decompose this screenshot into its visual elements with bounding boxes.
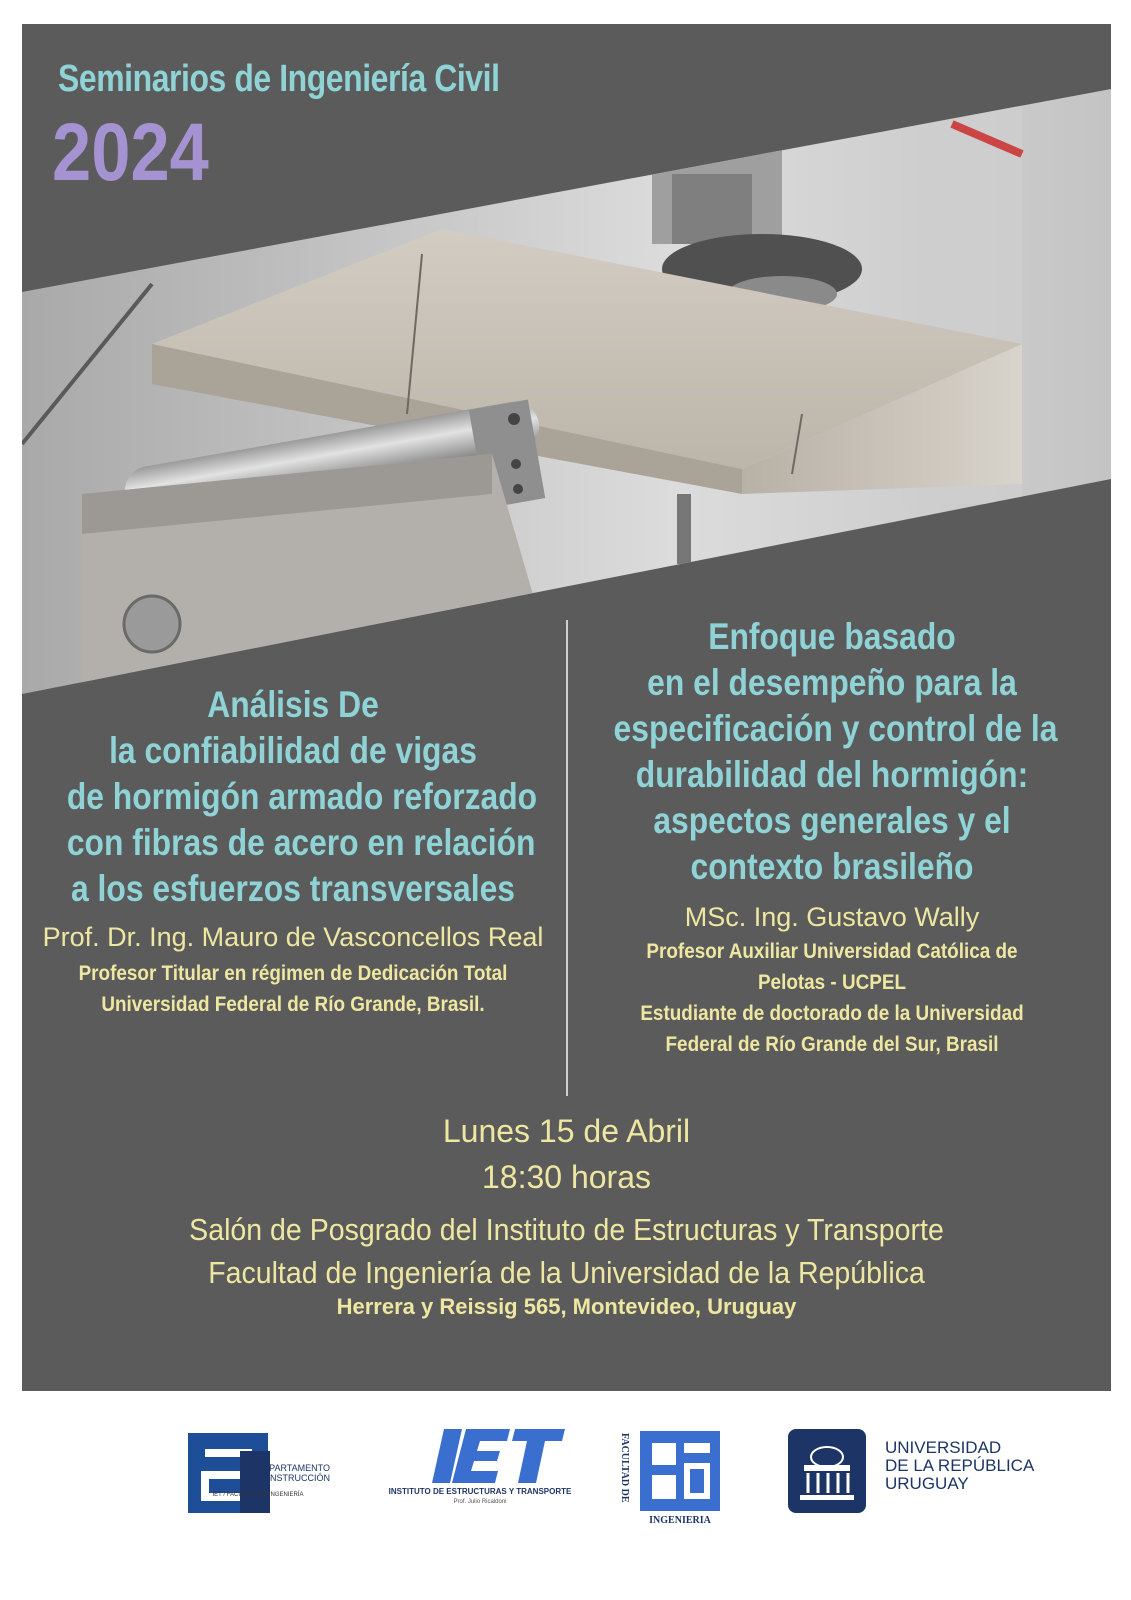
affiliation-line: Federal de Río Grande del Sur, Brasil <box>665 1033 999 1056</box>
speaker-affiliation <box>578 936 1086 1060</box>
series-title: Seminarios de Ingeniería Civil <box>58 58 500 100</box>
talk-title-line: aspectos generales y el <box>653 800 1011 841</box>
affiliation-line: Profesor Titular en régimen de Dedicación Total <box>78 962 508 985</box>
talk-title-line: con fibras de acero en relación <box>66 822 536 863</box>
udelar-logo <box>788 1429 1035 1513</box>
talk-title-line: Análisis De <box>207 684 379 725</box>
dc-line1: DEPARTAMENTO <box>256 1463 330 1473</box>
talk-title <box>30 682 556 912</box>
event-date: Lunes 15 de Abril <box>442 1113 691 1149</box>
event-venue <box>22 1208 1111 1294</box>
dc-line3: IET / FACULTAD DE INGENIERÍA <box>212 1492 304 1498</box>
iet-logo <box>389 1429 572 1505</box>
event-time: 18:30 horas <box>481 1159 651 1195</box>
venue-line: Facultad de Ingeniería de la Universidad de la República <box>208 1255 925 1290</box>
venue-line: Salón de Posgrado del Instituto de Estructuras y Transporte <box>189 1212 944 1247</box>
facultad-ingenieria-logo <box>619 1431 720 1526</box>
fing-bottom-text: INGENIERIA <box>649 1515 711 1526</box>
logo-strip <box>0 1391 1131 1600</box>
column-divider <box>566 620 568 1096</box>
affiliation-line: Universidad Federal de Río Grande, Brasil. <box>101 993 485 1016</box>
affiliation-line: Pelotas - UCPEL <box>757 971 907 994</box>
talk-title-line: en el desempeño para la <box>647 662 1017 703</box>
dc-line2: DE CONSTRUCCIÓN <box>241 1473 330 1483</box>
talk-title-line: Enfoque basado <box>708 616 956 657</box>
poster-panel <box>22 24 1111 1391</box>
affiliation-line: Estudiante de doctorado de la Universidad <box>640 1002 1024 1025</box>
affiliation-line: Profesor Auxiliar Universidad Católica de <box>646 940 1018 963</box>
event-address: Herrera y Reissig 565, Montevideo, Uruguay <box>336 1294 797 1319</box>
speaker-name: MSc. Ing. Gustavo Wally <box>684 902 980 932</box>
departamento-construccion-logo <box>188 1433 330 1513</box>
talk-title-line: la confiabilidad de vigas <box>109 730 477 771</box>
talk-left <box>30 682 556 1020</box>
talk-title-line: durabilidad del hormigón: <box>635 754 1029 795</box>
iet-sub: Prof. Julio Ricaldoni <box>453 1499 507 1505</box>
iet-caption: INSTITUTO DE ESTRUCTURAS Y TRANSPORTE <box>388 1487 572 1496</box>
talk-title-line: especificación y control de la <box>613 708 1058 749</box>
udelar-line1: UNIVERSIDAD <box>885 1438 1002 1457</box>
speaker-name: Prof. Dr. Ing. Mauro de Vasconcellos Real <box>42 922 544 952</box>
event-datetime <box>22 1108 1111 1200</box>
talk-title-line: contexto brasileño <box>690 846 974 887</box>
speaker-affiliation <box>30 958 556 1020</box>
talk-right <box>578 614 1086 1060</box>
talk-title-line: de hormigón armado reforzado <box>66 776 538 817</box>
series-year: 2024 <box>52 107 209 198</box>
udelar-line3: URUGUAY <box>885 1474 969 1493</box>
udelar-line2: DE LA REPÚBLICA <box>885 1456 1035 1475</box>
talk-title <box>578 614 1086 890</box>
fing-side-text: FACULTAD DE <box>619 1433 630 1503</box>
talk-title-line: a los esfuerzos transversales <box>71 868 515 909</box>
